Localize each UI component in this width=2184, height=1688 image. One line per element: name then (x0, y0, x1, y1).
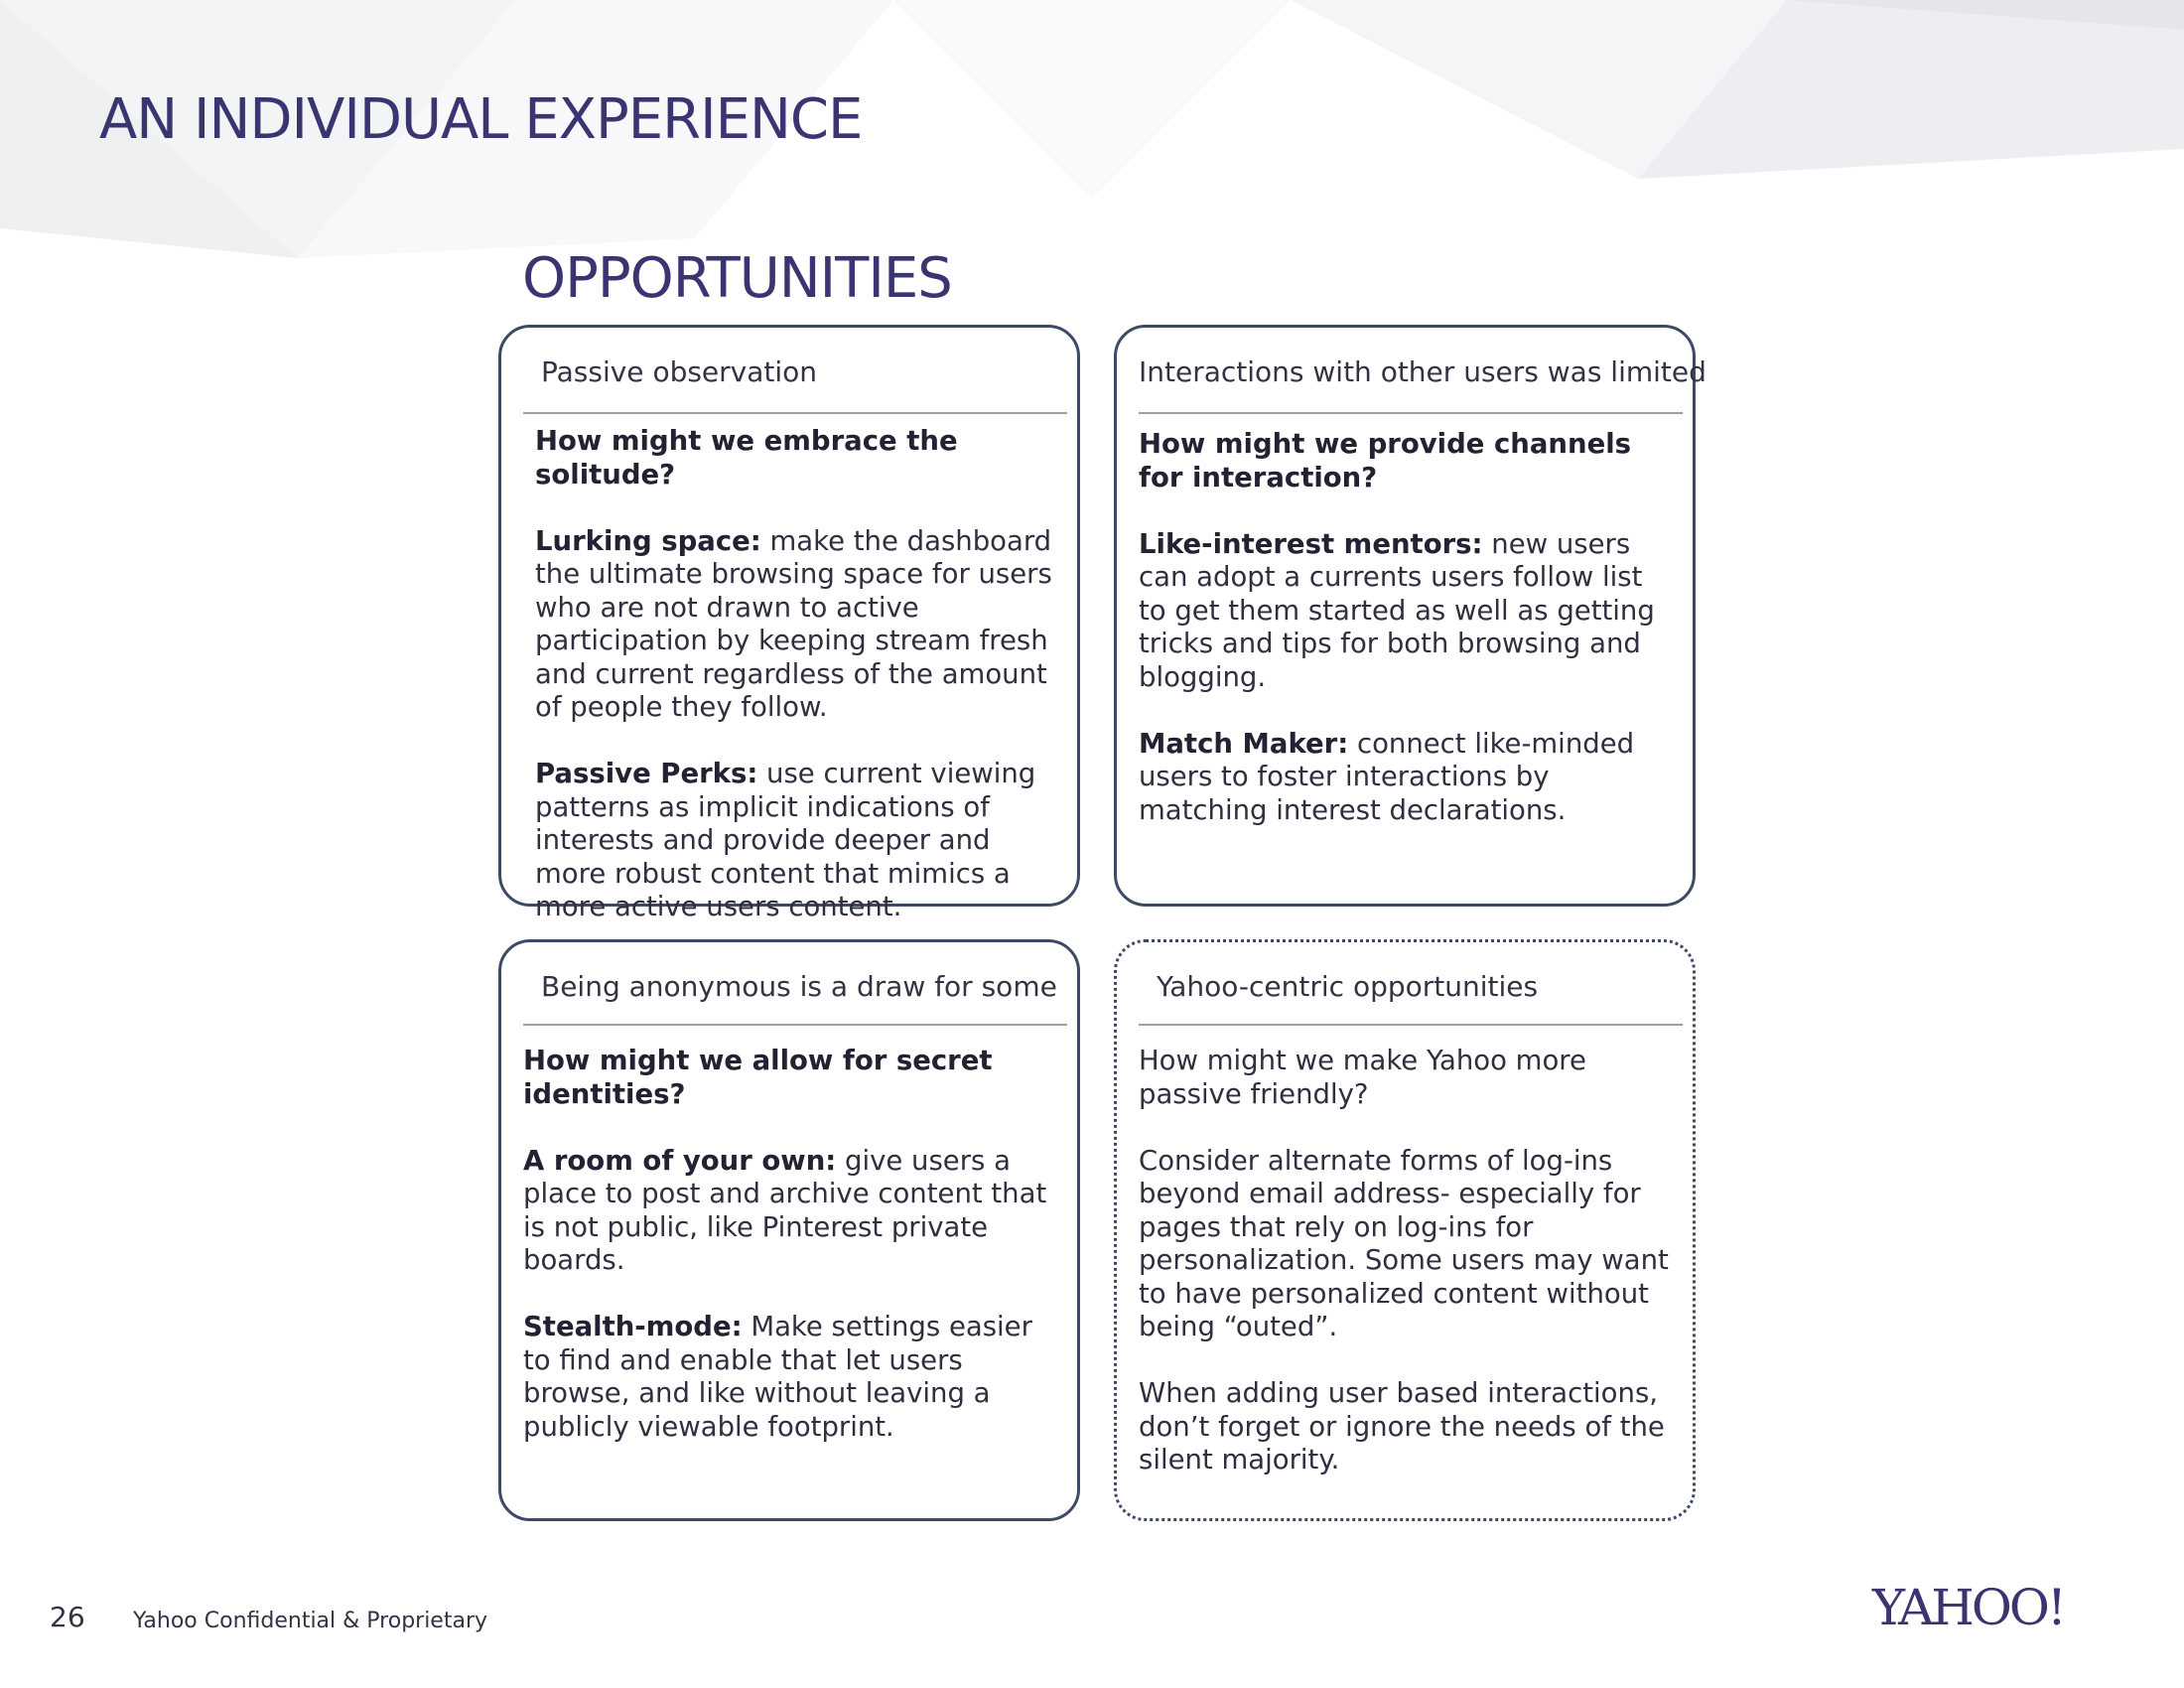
card-divider (523, 1024, 1067, 1026)
card-divider (523, 412, 1067, 414)
card-body (1139, 1045, 1669, 1477)
card-title: Interactions with other users was limited (1139, 355, 1706, 388)
item-label: Stealth-mode: (523, 1311, 743, 1342)
card-item (535, 525, 1053, 725)
page-number: 26 (50, 1601, 85, 1633)
card-divider (1139, 1024, 1683, 1026)
card-question: How might we allow for secret identities? (523, 1045, 993, 1110)
card-question: How might we embrace the solitude? (535, 425, 958, 491)
slide-title: AN INDIVIDUAL EXPERIENCE (99, 87, 863, 152)
card-paragraph: When adding user based interactions, don’t forget or ignore the needs of the silent majority. (1139, 1377, 1665, 1476)
card-body (523, 1045, 1053, 1444)
item-label: A room of your own: (523, 1144, 837, 1177)
card-paragraph: Consider alternate forms of log-ins beyond email address- especially for pages that rely on log-ins for personalization. Some users may want to have personalized content without being “outed”. (1139, 1144, 1669, 1342)
card-item (1139, 728, 1669, 828)
card-body (535, 425, 1053, 924)
footer-confidential: Yahoo Confidential & Proprietary (133, 1609, 488, 1633)
item-text: new users can adopt a currents users follow list to get them started as well as getting tricks and tips for both browsing and blogging. (1139, 527, 1655, 693)
item-label: Like-interest mentors: (1139, 527, 1483, 560)
item-text: use current viewing patterns as implicit indications of interests and provide deeper and more robust content that mimics a more active users content. (535, 758, 1036, 922)
yahoo-logo: YAHOO! (1872, 1579, 2064, 1636)
card-title: Passive observation (541, 355, 818, 388)
opportunity-card-passive-observation (498, 325, 1080, 922)
card-item (1139, 528, 1669, 695)
card-item (523, 1145, 1053, 1278)
card-body (1139, 428, 1669, 827)
item-text: give users a place to post and archive content that is not public, like Pinterest private boards. (523, 1144, 1047, 1276)
item-label: Passive Perks: (535, 758, 758, 789)
item-text: Make settings easier to find and enable that let users browse, and like without leaving a publicly viewable footprint. (523, 1311, 1032, 1443)
card-divider (1139, 412, 1683, 414)
item-text: connect like-minded users to foster interactions by matching interest declarations. (1139, 727, 1635, 826)
card-question: How might we provide channels for interaction? (1139, 428, 1632, 493)
section-title: OPPORTUNITIES (522, 246, 952, 311)
opportunity-card-anonymous (498, 939, 1080, 1521)
card-title: Being anonymous is a draw for some (541, 970, 1057, 1003)
item-text: make the dashboard the ultimate browsing space for users who are not drawn to active participation by keeping stream fresh and current regardless of the amount of people they follow. (535, 524, 1052, 723)
item-label: Lurking space: (535, 524, 761, 557)
opportunity-card-yahoo-centric (1114, 939, 1696, 1521)
card-item (523, 1311, 1053, 1444)
card-question: How might we make Yahoo more passive friendly? (1139, 1045, 1586, 1110)
card-item (535, 758, 1053, 924)
item-label: Match Maker: (1139, 727, 1349, 760)
opportunity-card-interactions (1114, 325, 1706, 907)
card-title: Yahoo-centric opportunities (1157, 970, 1539, 1003)
